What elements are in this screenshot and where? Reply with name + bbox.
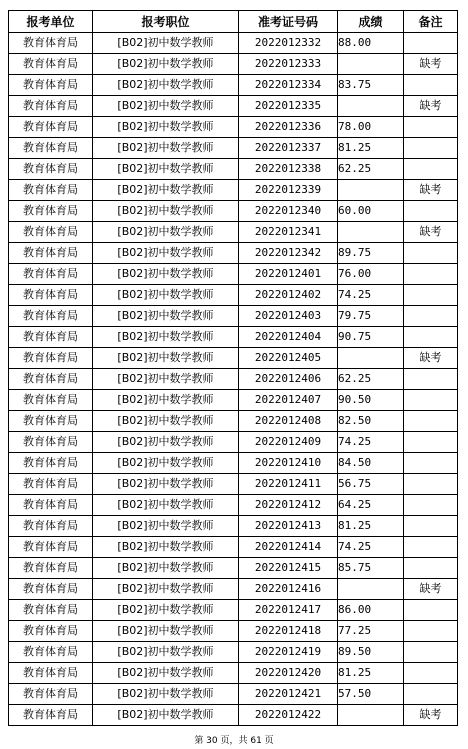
cell-unit: 教育体育局 (9, 474, 93, 495)
cell-score (338, 222, 404, 243)
cell-note (404, 432, 458, 453)
table-row (9, 495, 458, 516)
cell-position: [B02]初中数学教师 (93, 516, 239, 537)
cell-unit: 教育体育局 (9, 621, 93, 642)
cell-unit: 教育体育局 (9, 54, 93, 75)
cell-ticket: 2022012341 (239, 222, 338, 243)
cell-unit: 教育体育局 (9, 705, 93, 726)
header-position: 报考职位 (93, 11, 239, 33)
cell-score: 77.25 (338, 621, 404, 642)
cell-score: 78.00 (338, 117, 404, 138)
cell-score: 84.50 (338, 453, 404, 474)
table-row (9, 75, 458, 96)
cell-unit: 教育体育局 (9, 537, 93, 558)
table-row (9, 411, 458, 432)
cell-score: 89.75 (338, 243, 404, 264)
cell-ticket: 2022012342 (239, 243, 338, 264)
cell-ticket: 2022012337 (239, 138, 338, 159)
cell-note (404, 117, 458, 138)
cell-position: [B02]初中数学教师 (93, 558, 239, 579)
table-row (9, 663, 458, 684)
cell-score: 82.50 (338, 411, 404, 432)
cell-ticket: 2022012422 (239, 705, 338, 726)
cell-note: 缺考 (404, 705, 458, 726)
cell-note (404, 390, 458, 411)
cell-score: 81.25 (338, 516, 404, 537)
cell-ticket: 2022012332 (239, 33, 338, 54)
cell-ticket: 2022012404 (239, 327, 338, 348)
table-row (9, 201, 458, 222)
cell-score: 81.25 (338, 138, 404, 159)
cell-note (404, 75, 458, 96)
cell-note (404, 558, 458, 579)
cell-unit: 教育体育局 (9, 600, 93, 621)
cell-note (404, 537, 458, 558)
cell-unit: 教育体育局 (9, 348, 93, 369)
cell-unit: 教育体育局 (9, 222, 93, 243)
cell-unit: 教育体育局 (9, 75, 93, 96)
header-note: 备注 (404, 11, 458, 33)
cell-score (338, 705, 404, 726)
cell-position: [B02]初中数学教师 (93, 75, 239, 96)
cell-note: 缺考 (404, 96, 458, 117)
cell-score: 89.50 (338, 642, 404, 663)
table-body (9, 33, 458, 726)
cell-position: [B02]初中数学教师 (93, 264, 239, 285)
cell-note (404, 621, 458, 642)
cell-position: [B02]初中数学教师 (93, 600, 239, 621)
cell-note (404, 306, 458, 327)
cell-position: [B02]初中数学教师 (93, 117, 239, 138)
header-row (9, 11, 458, 33)
cell-score: 90.75 (338, 327, 404, 348)
cell-score: 76.00 (338, 264, 404, 285)
table-row (9, 33, 458, 54)
cell-position: [B02]初中数学教师 (93, 243, 239, 264)
cell-position: [B02]初中数学教师 (93, 159, 239, 180)
cell-score: 56.75 (338, 474, 404, 495)
table-row (9, 642, 458, 663)
cell-unit: 教育体育局 (9, 285, 93, 306)
cell-position: [B02]初中数学教师 (93, 453, 239, 474)
cell-ticket: 2022012333 (239, 54, 338, 75)
cell-note: 缺考 (404, 348, 458, 369)
cell-ticket: 2022012416 (239, 579, 338, 600)
cell-position: [B02]初中数学教师 (93, 432, 239, 453)
cell-note (404, 453, 458, 474)
table-row (9, 516, 458, 537)
cell-ticket: 2022012405 (239, 348, 338, 369)
table-row (9, 348, 458, 369)
cell-unit: 教育体育局 (9, 33, 93, 54)
cell-score: 85.75 (338, 558, 404, 579)
cell-note (404, 474, 458, 495)
header-ticket: 准考证号码 (239, 11, 338, 33)
table-header (9, 11, 458, 33)
cell-score (338, 96, 404, 117)
table-row (9, 54, 458, 75)
cell-position: [B02]初中数学教师 (93, 705, 239, 726)
cell-score: 57.50 (338, 684, 404, 705)
cell-note (404, 600, 458, 621)
cell-unit: 教育体育局 (9, 138, 93, 159)
cell-note: 缺考 (404, 180, 458, 201)
cell-score: 81.25 (338, 663, 404, 684)
cell-position: [B02]初中数学教师 (93, 327, 239, 348)
cell-note (404, 285, 458, 306)
cell-position: [B02]初中数学教师 (93, 579, 239, 600)
cell-score (338, 348, 404, 369)
cell-unit: 教育体育局 (9, 453, 93, 474)
cell-position: [B02]初中数学教师 (93, 180, 239, 201)
cell-ticket: 2022012406 (239, 369, 338, 390)
cell-position: [B02]初中数学教师 (93, 33, 239, 54)
cell-position: [B02]初中数学教师 (93, 285, 239, 306)
cell-ticket: 2022012402 (239, 285, 338, 306)
cell-score: 86.00 (338, 600, 404, 621)
cell-ticket: 2022012339 (239, 180, 338, 201)
cell-position: [B02]初中数学教师 (93, 138, 239, 159)
cell-note (404, 663, 458, 684)
cell-position: [B02]初中数学教师 (93, 390, 239, 411)
cell-ticket: 2022012401 (239, 264, 338, 285)
cell-position: [B02]初中数学教师 (93, 495, 239, 516)
cell-position: [B02]初中数学教师 (93, 348, 239, 369)
cell-position: [B02]初中数学教师 (93, 201, 239, 222)
cell-unit: 教育体育局 (9, 327, 93, 348)
cell-note (404, 516, 458, 537)
table-row (9, 390, 458, 411)
cell-score: 60.00 (338, 201, 404, 222)
table-row (9, 432, 458, 453)
table-row (9, 537, 458, 558)
cell-note (404, 327, 458, 348)
table-row (9, 138, 458, 159)
cell-ticket: 2022012412 (239, 495, 338, 516)
cell-note (404, 495, 458, 516)
cell-score: 83.75 (338, 75, 404, 96)
table-row (9, 222, 458, 243)
cell-ticket: 2022012407 (239, 390, 338, 411)
cell-score (338, 579, 404, 600)
cell-position: [B02]初中数学教师 (93, 621, 239, 642)
cell-position: [B02]初中数学教师 (93, 411, 239, 432)
cell-note (404, 264, 458, 285)
table-row (9, 600, 458, 621)
table-row (9, 285, 458, 306)
cell-unit: 教育体育局 (9, 642, 93, 663)
cell-ticket: 2022012410 (239, 453, 338, 474)
cell-position: [B02]初中数学教师 (93, 369, 239, 390)
cell-score: 74.25 (338, 537, 404, 558)
cell-ticket: 2022012334 (239, 75, 338, 96)
header-score: 成绩 (338, 11, 404, 33)
cell-score: 74.25 (338, 285, 404, 306)
cell-position: [B02]初中数学教师 (93, 222, 239, 243)
score-table (8, 10, 458, 726)
cell-note (404, 684, 458, 705)
cell-ticket: 2022012411 (239, 474, 338, 495)
cell-ticket: 2022012336 (239, 117, 338, 138)
cell-unit: 教育体育局 (9, 390, 93, 411)
header-unit: 报考单位 (9, 11, 93, 33)
cell-position: [B02]初中数学教师 (93, 306, 239, 327)
cell-position: [B02]初中数学教师 (93, 537, 239, 558)
cell-position: [B02]初中数学教师 (93, 684, 239, 705)
cell-ticket: 2022012419 (239, 642, 338, 663)
cell-unit: 教育体育局 (9, 201, 93, 222)
table-row (9, 117, 458, 138)
table-row (9, 159, 458, 180)
cell-unit: 教育体育局 (9, 495, 93, 516)
cell-unit: 教育体育局 (9, 243, 93, 264)
cell-score: 90.50 (338, 390, 404, 411)
table-row (9, 474, 458, 495)
cell-ticket: 2022012335 (239, 96, 338, 117)
cell-note: 缺考 (404, 54, 458, 75)
table-row (9, 96, 458, 117)
cell-ticket: 2022012414 (239, 537, 338, 558)
cell-ticket: 2022012421 (239, 684, 338, 705)
cell-ticket: 2022012408 (239, 411, 338, 432)
cell-unit: 教育体育局 (9, 516, 93, 537)
cell-note (404, 369, 458, 390)
cell-position: [B02]初中数学教师 (93, 642, 239, 663)
cell-unit: 教育体育局 (9, 264, 93, 285)
cell-note (404, 33, 458, 54)
table-row (9, 306, 458, 327)
cell-unit: 教育体育局 (9, 663, 93, 684)
cell-score (338, 54, 404, 75)
cell-score: 74.25 (338, 432, 404, 453)
table-row (9, 621, 458, 642)
cell-score: 79.75 (338, 306, 404, 327)
cell-note (404, 243, 458, 264)
cell-note (404, 201, 458, 222)
cell-unit: 教育体育局 (9, 684, 93, 705)
cell-unit: 教育体育局 (9, 180, 93, 201)
cell-ticket: 2022012340 (239, 201, 338, 222)
table-row (9, 705, 458, 726)
cell-ticket: 2022012415 (239, 558, 338, 579)
cell-score: 62.25 (338, 369, 404, 390)
cell-note: 缺考 (404, 579, 458, 600)
cell-note (404, 159, 458, 180)
cell-unit: 教育体育局 (9, 306, 93, 327)
cell-score: 62.25 (338, 159, 404, 180)
table-row (9, 243, 458, 264)
cell-note (404, 138, 458, 159)
cell-score: 64.25 (338, 495, 404, 516)
cell-note: 缺考 (404, 222, 458, 243)
cell-ticket: 2022012420 (239, 663, 338, 684)
table-row (9, 684, 458, 705)
table-row (9, 579, 458, 600)
cell-unit: 教育体育局 (9, 558, 93, 579)
cell-score: 88.00 (338, 33, 404, 54)
cell-ticket: 2022012418 (239, 621, 338, 642)
cell-position: [B02]初中数学教师 (93, 54, 239, 75)
table-row (9, 327, 458, 348)
cell-unit: 教育体育局 (9, 411, 93, 432)
cell-unit: 教育体育局 (9, 159, 93, 180)
cell-position: [B02]初中数学教师 (93, 663, 239, 684)
table-row (9, 369, 458, 390)
cell-ticket: 2022012403 (239, 306, 338, 327)
cell-ticket: 2022012338 (239, 159, 338, 180)
cell-ticket: 2022012413 (239, 516, 338, 537)
cell-unit: 教育体育局 (9, 579, 93, 600)
table-row (9, 558, 458, 579)
cell-note (404, 642, 458, 663)
cell-ticket: 2022012417 (239, 600, 338, 621)
cell-score (338, 180, 404, 201)
page-footer: 第 30 页，共 61 页 (194, 736, 274, 746)
cell-ticket: 2022012409 (239, 432, 338, 453)
cell-position: [B02]初中数学教师 (93, 96, 239, 117)
cell-note (404, 411, 458, 432)
cell-unit: 教育体育局 (9, 117, 93, 138)
cell-unit: 教育体育局 (9, 96, 93, 117)
table-row (9, 453, 458, 474)
cell-unit: 教育体育局 (9, 369, 93, 390)
cell-unit: 教育体育局 (9, 432, 93, 453)
cell-position: [B02]初中数学教师 (93, 474, 239, 495)
table-row (9, 264, 458, 285)
table-row (9, 180, 458, 201)
